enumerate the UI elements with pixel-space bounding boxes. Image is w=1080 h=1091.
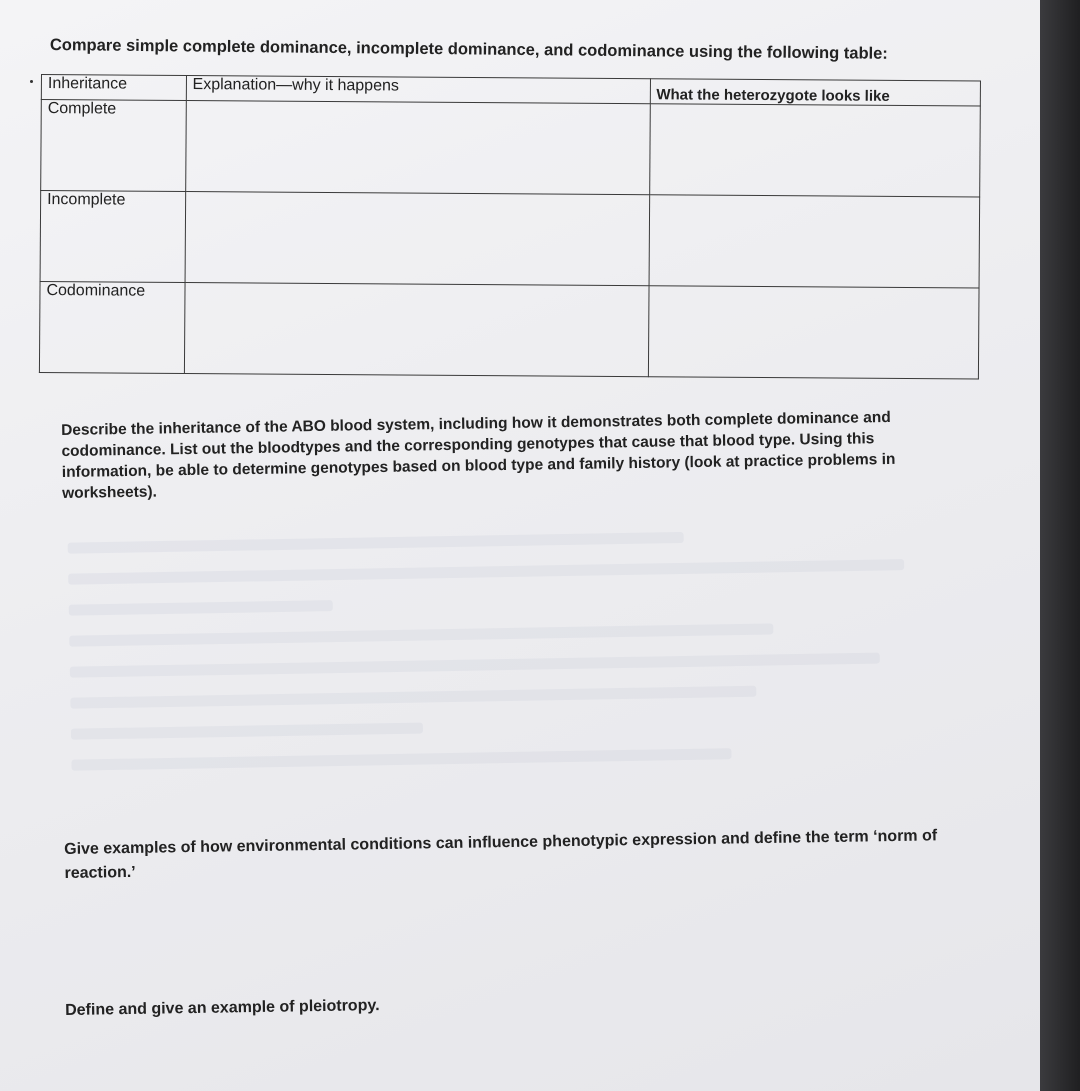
header-heterozygote: What the heterozygote looks like: [650, 79, 981, 106]
row-label-complete: Complete: [41, 100, 186, 192]
page-background-edge: [1040, 0, 1080, 1091]
header-inheritance: Inheritance: [41, 75, 186, 101]
stray-mark: [30, 80, 33, 83]
bleed-through-text: [68, 527, 953, 822]
table-instructions: Compare simple complete dominance, incomplete dominance, and codominance using the following table:: [49, 36, 888, 63]
row-label-incomplete: Incomplete: [40, 191, 185, 283]
question-pleiotropy: Define and give an example of pleiotropy.: [65, 997, 380, 1019]
cell-complete-explanation[interactable]: [185, 101, 649, 195]
table-row-complete: [41, 100, 981, 198]
header-explanation: Explanation—why it happens: [186, 76, 650, 104]
question-environment: Give examples of how environmental conditions can influence phenotypic expression and define the term ‘norm of reaction.’: [64, 827, 938, 882]
table-row-codominance: [39, 281, 979, 379]
cell-codominance-heterozygote[interactable]: [648, 286, 979, 379]
cell-incomplete-explanation[interactable]: [185, 192, 649, 286]
cell-codominance-explanation[interactable]: [184, 283, 648, 377]
table-row-incomplete: [40, 191, 980, 289]
question-abo-blood: Describe the inheritance of the ABO blood system, including how it demonstrates both complete dominance and codominance. List out the bloodtypes and the corresponding genotypes that cause that blood type. Using this information, be able to determine genotypes based on blood type and family history (look at practice problems in worksheets).: [61, 408, 896, 502]
dominance-comparison-table: [39, 74, 981, 380]
row-label-codominance: Codominance: [39, 281, 184, 373]
cell-complete-heterozygote[interactable]: [649, 104, 980, 197]
cell-incomplete-heterozygote[interactable]: [649, 195, 980, 288]
